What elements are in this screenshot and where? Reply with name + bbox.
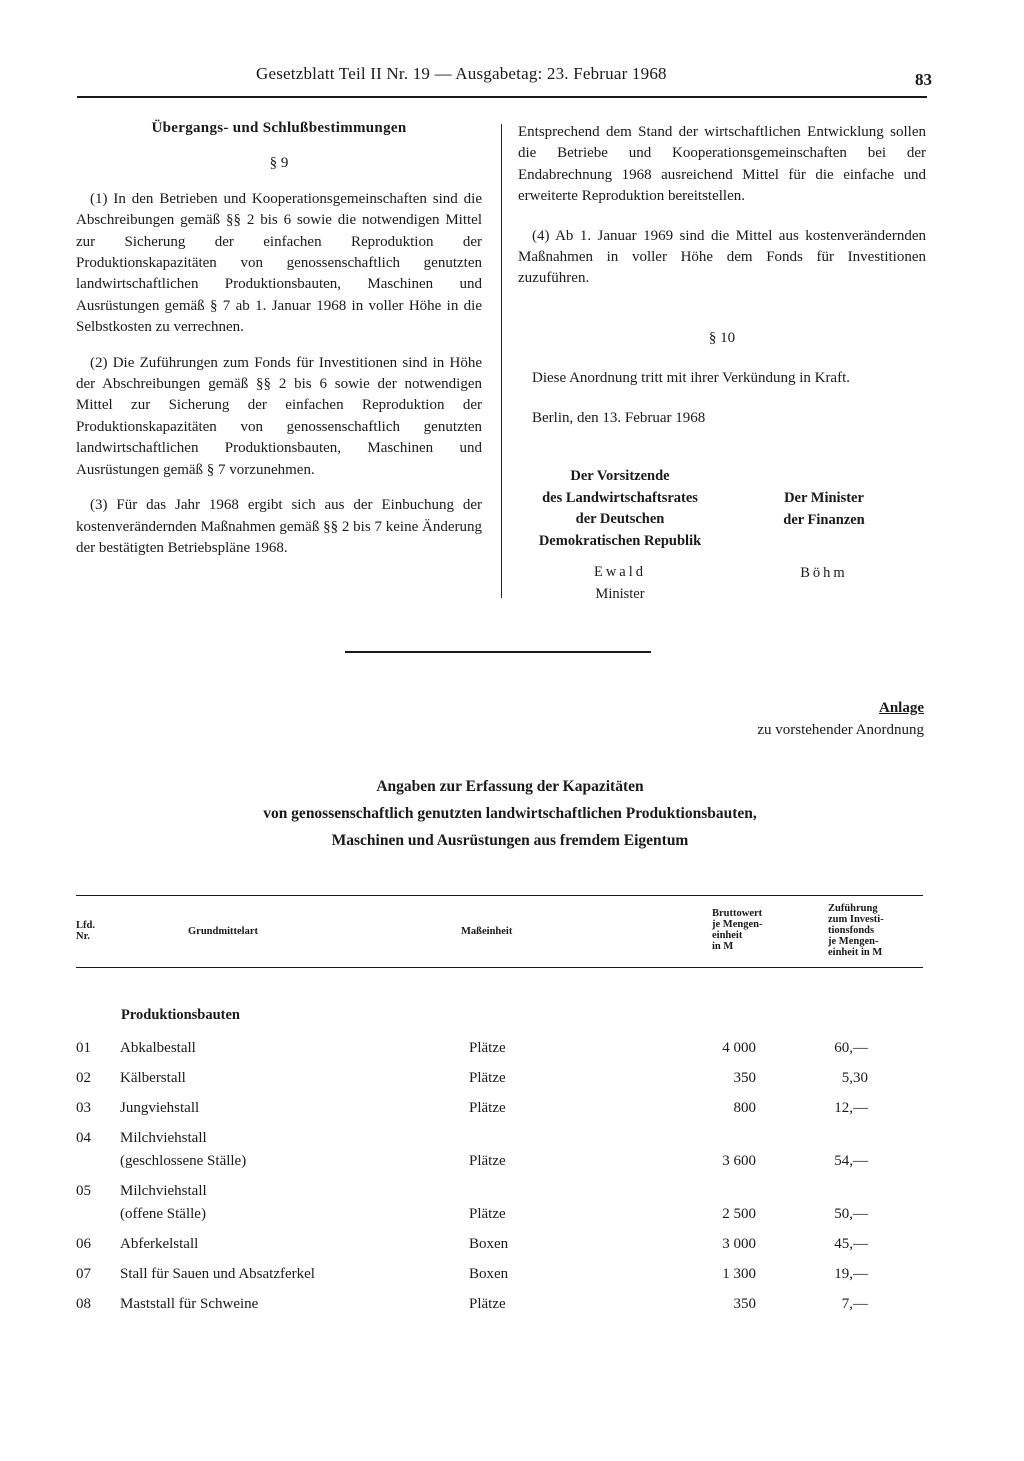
annex-heading bbox=[680, 697, 924, 741]
page-number: 83 bbox=[915, 70, 932, 89]
signer-left-name: Ewald Minister bbox=[593, 564, 647, 602]
signer-left-title: Der Vorsitzende des Landwirtschaftsrates der Deutschen Demokratischen Republik bbox=[538, 468, 702, 549]
column-divider bbox=[501, 124, 502, 598]
annex-subtitle: zu vorstehender Anordnung bbox=[757, 722, 924, 738]
header-rule bbox=[77, 96, 927, 98]
table-title: Angaben zur Erfassung der Kapazitäten von genossenschaftlich genutzten landwirtschaftlichen Produktionsbauten, Maschinen und Ausrüstungen aus fremdem Eigentum bbox=[263, 778, 757, 849]
column-header-nr: Lfd. Nr. bbox=[76, 920, 95, 942]
document-page: Gesetzblatt Teil II Nr. 19 — Ausgabetag: 23. Februar 1968 83 Übergangs- und Schlußbestimmungen § 9 (1) In den Betrieben und Kooperationsgemeinschaften sind die Abschreibungen gemäß §§ 2 bis 6 sowie die notwendigen Mittel zur Sicherung der einfachen Reproduktion der Produktionskapazitäten von genossenschaftlich genutzten landwirtschaftlichen Produktionsbauten, Maschinen und Ausrüstungen gemäß § 7 ab 1. Januar 1968 in voller Höhe in die Selbstkosten zu verrechnen. (2) Die Zuführungen zum Fonds für Investitionen sind in Höhe der Abschreibungen gemäß §§ 2 bis 6 sowie der notwendigen Mittel zur Sicherung der einfachen Reproduktion der Produktionskapazitäten von genossenschaftlich genutzten landwirtschaftlichen Produktionsbauten, Maschinen und Ausrüstungen gemäß § 7 vorzunehmen. (3) Für das Jahr 1968 ergibt sich aus der Einbuchung der kostenverändernden Maßnahmen gemäß §§ 2 bis 7 keine Änderung der bestätigten Betriebspläne 1968. Entsprechend dem Stand der wirtschaftlichen Entwicklung sollen die Betriebe und Kooperationsgemeinschaften bei der Endabrechnung 1968 ausreichend Mittel für die einfache und erweiterte Reproduktion bereitstellen. (4) Ab 1. Januar 1969 sind die Mittel aus kostenverändernden Maßnahmen in voller Höhe dem Fonds für Investitionen zuzuführen. § 10 Diese Anordnung tritt mit ihrer Verkündung in Kraft. Berlin, den 13. Februar 1968 Der Vorsitzende des Landwirtschaftsrates der Deutschen Demokratischen Republik Der Minister der Finanzen Ewald Minister Böhm Anlage zu vorstehender Anordnung Angaben zur Erfassung der Kapazitäten von genossenschaftlich genutzten landwirtschaftlichen Produktionsbauten, Maschinen und Ausrüstungen aus fremdem Eigentum Lfd. Nr. Grundmittelart Maßeinheit Bruttowert je Mengen- einheit in M Zuführung zum Investi- tionsfonds je Mengen- einheit in M Produktionsbauten 01 Abkalbestall Plätze 4 000 60,— 02 Kälberstall Plätze 350 5,30 03 Jungviehstall Plätze 800 12,— 04 Milchviehstall (geschlossene Ställe) Plätze 3 600 54,— 05 Milchviehstall (offene Ställe) Plätze 2 500 50,— 06 Abferkelstall Boxen 3 000 45,— 07 Stall für Sauen und Absatzferkel Boxen 1 300 19,— 08 Maststall für Schweine Plätze 350 7,— bbox=[76, 64, 932, 1312]
paragraph-4: (4) Ab 1. Januar 1969 sind die Mittel aus kostenverändernden Maßnahmen in voller Höhe dem Fonds für Investitionen zuzuführen. bbox=[518, 227, 926, 287]
paragraph-mark-10: § 10 bbox=[708, 329, 736, 346]
paragraph-1: (1) In den Betrieben und Kooperationsgemeinschaften sind die Abschreibungen gemäß §§ 2 bis 6 sowie die notwendigen Mittel zur Sicherung der einfachen Reproduktion der Produktionskapazitäten von genossenschaftlich genutzten landwirtschaftlichen Produktionsbauten, Maschinen und Ausrüstungen gemäß § 7 ab 1. Januar 1968 in voller Höhe in die Selbstkosten zu verrechnen. bbox=[76, 190, 482, 336]
left-column bbox=[76, 118, 482, 573]
section-heading: Übergangs- und Schlußbestimmungen bbox=[151, 120, 407, 136]
right-column bbox=[518, 122, 926, 429]
running-header: Gesetzblatt Teil II Nr. 19 — Ausgabetag: 23. Februar 1968 bbox=[256, 64, 667, 83]
section-separator-rule bbox=[345, 651, 651, 653]
paragraph-3: (3) Für das Jahr 1968 ergibt sich aus der Einbuchung der kostenverändernden Maßnahmen gemäß §§ 2 bis 7 keine Änderung der bestätigten Betriebspläne 1968. bbox=[76, 497, 482, 556]
signer-right-title: Der Minister der Finanzen bbox=[783, 490, 865, 528]
table-top-rule bbox=[76, 895, 923, 896]
paragraph-2: (2) Die Zuführungen zum Fonds für Investitionen sind in Höhe der Abschreibungen gemäß §§ 2 bis 6 sowie der notwendigen Mittel zur Sicherung der einfachen Reproduktion der Produktionskapazitäten von genossenschaftlich genutzten landwirtschaftlichen Produktionsbauten, Maschinen und Ausrüstungen gemäß § 7 vorzunehmen. bbox=[76, 354, 482, 478]
column-header-bruttowert: Bruttowert je Mengen- einheit in M bbox=[712, 908, 763, 952]
column-header-zufuehrung: Zuführung zum Investi- tionsfonds je Mengen- einheit in M bbox=[828, 903, 884, 958]
place-date: Berlin, den 13. Februar 1968 bbox=[532, 409, 706, 426]
table-group-label: Produktionsbauten bbox=[121, 1007, 240, 1023]
column-header-masseinheit: Maßeinheit bbox=[461, 926, 513, 937]
table-header-rule bbox=[76, 967, 923, 968]
column-header-grundmittelart: Grundmittelart bbox=[188, 926, 258, 937]
paragraph-mark-9: § 9 bbox=[269, 155, 289, 172]
annex-title: Anlage bbox=[879, 700, 924, 716]
paragraph-entry-into-force: Diese Anordnung tritt mit ihrer Verkündung in Kraft. bbox=[532, 370, 851, 387]
signer-right-name: Böhm bbox=[800, 565, 848, 581]
paragraph-3-continued: Entsprechend dem Stand der wirtschaftlichen Entwicklung sollen die Betriebe und Kooperationsgemeinschaften bei der Endabrechnung 1968 ausreichend Mittel für die einfache und erweiterte Reproduktion bereitstellen. bbox=[518, 124, 926, 205]
